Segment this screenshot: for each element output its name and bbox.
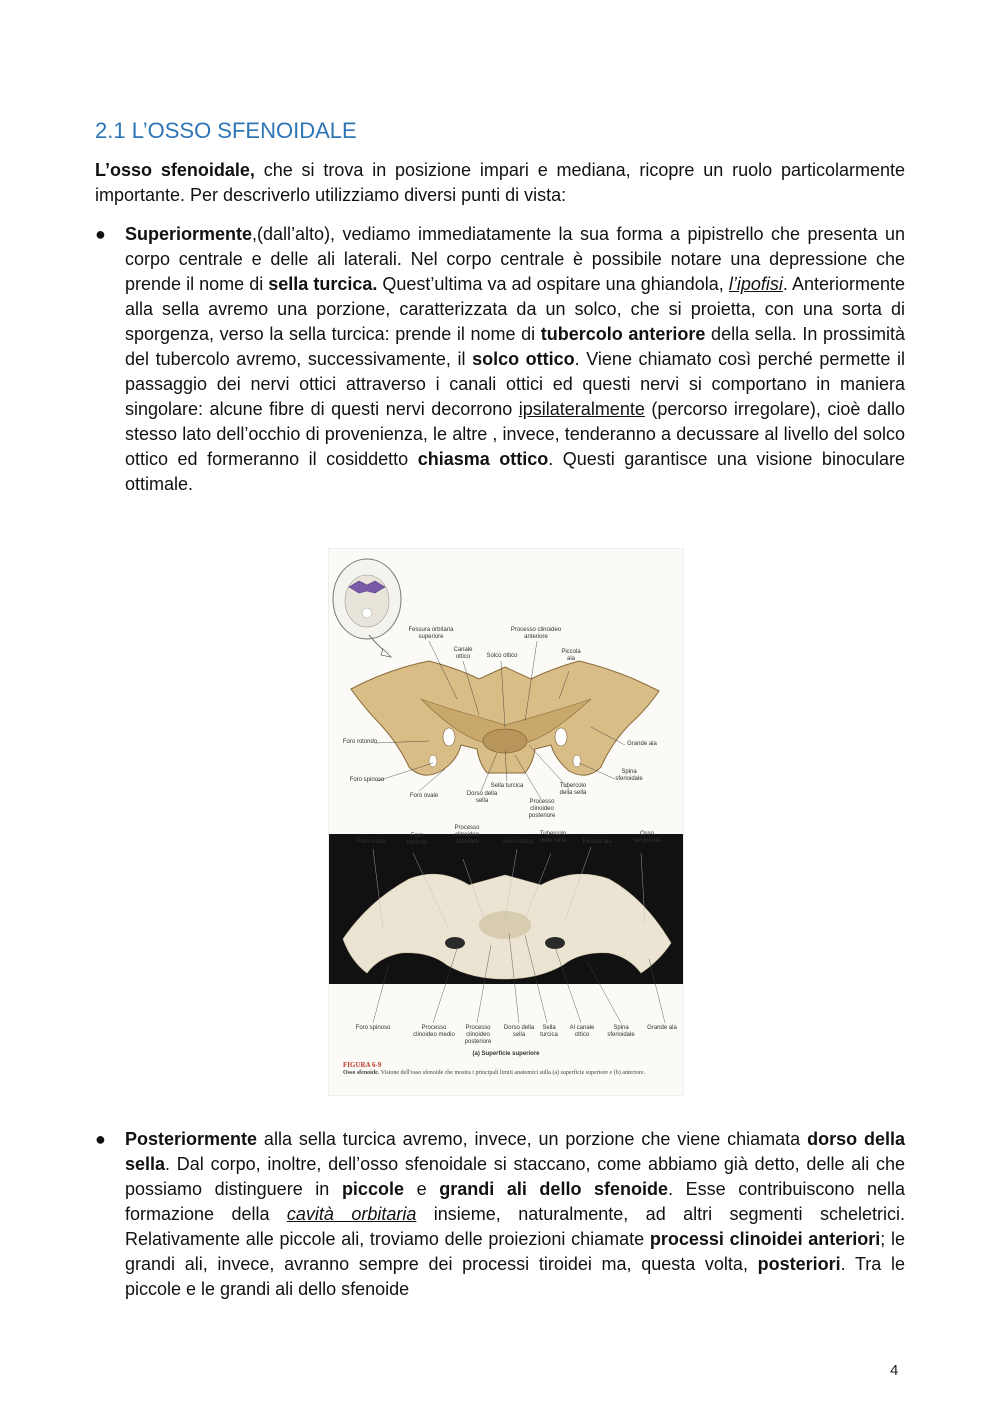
text-span: . Tra le piccole e le grandi ali dello sfenoide: [125, 1254, 905, 1299]
text-span: insieme, naturalmente, ad altri segmenti scheletrici. Relativamente alle piccole ali, troviamo delle proiezioni chiamate: [125, 1204, 905, 1249]
label-foro-spinoso-b: Foro spinoso: [355, 1025, 391, 1031]
term-grandi-ali: grandi ali dello sfenoide: [439, 1179, 669, 1199]
term-posteriormente: Posteriormente: [125, 1129, 258, 1149]
label-tubercolo-sella: Tubercolo della sella: [559, 783, 587, 796]
label-processo-clinoideo-posteriore: Processo clinoideo posteriore: [528, 799, 556, 819]
label-dorso-sella-b: Dorso della sella: [503, 1025, 535, 1038]
label-sella-turcica: Sella turcica: [490, 783, 524, 789]
text-span: . Viene chiamato così perché permette il passaggio dei nervi ottici attraverso i canali ottici ed questi nervi si comportano in maniera singolare: alcune fibre di questi nervi decorrono: [125, 349, 905, 419]
term-tubercolo-anteriore: tubercolo anteriore: [540, 324, 706, 344]
bullet-posteriormente: [95, 1127, 905, 1302]
label-foro-spinoso: Foro spinoso: [349, 777, 385, 783]
bullet-dot: ●: [95, 1129, 106, 1149]
text-span: . Anteriormente alla sella avremo una porzione, caratterizzata da un solco, che si proietta, con una sorta di sporgenza, verso la sella turcica: prende il nome di: [125, 274, 905, 344]
term-cavita-orbitaria: cavità orbitaria: [286, 1204, 417, 1224]
label-spina-sfenoidale: Spina sfenoidale: [615, 769, 643, 782]
sphenoid-figure: [328, 548, 684, 1096]
label-grande-ala: Grande ala: [627, 741, 657, 747]
label-dorso-sella: Dorso della sella: [466, 791, 498, 804]
term-processi-clinoidei-anteriori: processi clinoidei anteriori: [649, 1229, 881, 1249]
text-span: Quest’ultima va ad ospitare una ghiandola,: [377, 274, 729, 294]
label-foro-rotondo-anterior: Foro rotondo: [406, 833, 428, 846]
label-foro-rotondo: Foro rotondo: [342, 739, 378, 745]
label-piccola-ala-b: Piccola ala: [582, 839, 612, 845]
term-sella-turcica: sella turcica.: [268, 274, 378, 294]
bullet-superiormente: [95, 222, 905, 497]
label-foro-ovale: Foro ovale: [409, 793, 439, 799]
intro-text: che si trova in posizione impari e mediana, ricopre un ruolo particolarmente importante. Per descriverlo utilizziamo diversi punti di vista:: [95, 160, 905, 205]
intro-bold: L’osso sfenoidale,: [95, 160, 255, 180]
term-ipofisi: l’ipofisi: [728, 274, 783, 294]
intro-paragraph: [95, 158, 905, 208]
text-span: . Dal corpo, inoltre, dell’osso sfenoidale si staccano, come abbiamo già detto, delle ali che possiamo distinguere in: [125, 1154, 905, 1199]
term-posteriori: posteriori: [757, 1254, 841, 1274]
label-solco-ottico: Solco ottico: [486, 653, 518, 659]
figure-caption-text: [343, 1070, 673, 1077]
text-span: . Esse contribuiscono nella formazione della: [125, 1179, 906, 1224]
label-processo-clinoideo-posteriore-b: Processo clinoideo posteriore: [464, 1025, 492, 1045]
figure-caption-title: FIGURA 6-9: [343, 1061, 382, 1069]
figure-caption-body: Visione dell'osso sfenoide che mostra i principali limiti anatomici sulla (a) superficie superiore e (b) anteriore.: [379, 1070, 646, 1076]
label-processo-clinoideo-medio: Processo clinoideo medio: [413, 1025, 455, 1038]
figure-caption-bold: Osso sfenoide.: [343, 1070, 380, 1076]
label-tubercolo-sella-b: Tubercolo della sella: [539, 831, 567, 844]
label-osso-temporale: Osso temporale: [633, 831, 661, 844]
label-sella-turcica-b: Sella turcica: [540, 1025, 558, 1038]
text-span: ; le grandi ali, invece, avranno sempre dei processi tiroidei ma, questa volta,: [125, 1229, 906, 1274]
text-span: ,(dall’alto), vediamo immediatamente la sua forma a pipistrello che presenta un corpo centrale e delle ali laterali. Nel corpo centrale è possibile notare una depressione che prende il nome di: [125, 224, 905, 294]
label-grande-ala-b: Grande ala: [647, 1025, 677, 1031]
term-dorso-della-sella: dorso della sella: [125, 1129, 905, 1174]
label-solco-ottico-b: Solco ottico: [502, 839, 534, 845]
text-span: della sella. In prossimità del tubercolo avremo, successivamente, il: [125, 324, 905, 369]
term-chiasma-ottico: chiasma ottico: [417, 449, 549, 469]
bone-superior-view: [351, 661, 659, 775]
label-al-canale-ottico: Al canale ottico: [569, 1025, 595, 1038]
figure-subcaption: (a) Superficie superiore: [472, 1051, 540, 1057]
term-piccole: piccole: [341, 1179, 404, 1199]
bullet-text: [125, 222, 905, 497]
term-solco-ottico: solco ottico: [472, 349, 575, 369]
text-span: alla sella turcica avremo, invece, un porzione che viene chiamata: [257, 1129, 808, 1149]
term-superiormente: Superiormente: [125, 224, 253, 244]
label-canale-ottico: Canale ottico: [453, 647, 473, 660]
term-ipsilateralmente: ipsilateralmente: [518, 399, 645, 419]
label-processo-clinoideo-anteriore: Processo clinoideo anteriore: [510, 627, 562, 640]
label-piccola-ala: Piccola ala: [561, 649, 581, 662]
label-fessura-orbitaria: Fessura orbitaria superiore: [408, 627, 454, 640]
label-processo-clinoideo-anteriore-b: Processo clinoideo anteriore: [454, 825, 480, 845]
text-span: e: [403, 1179, 440, 1199]
bullet-dot: ●: [95, 224, 106, 244]
page-number: 4: [890, 1362, 899, 1379]
text-span: (percorso irregolare), cioè dallo stesso lato dell’occhio di provenienza, le altre , invece, tenderanno a decussare al livello del solco ottico ed formeranno il cosiddetto: [125, 399, 905, 469]
label-spina-sfenoidale-b: Spina sfenoidale: [607, 1025, 635, 1038]
skull-icon: [333, 559, 401, 657]
bullet-text: [125, 1127, 905, 1302]
label-foro-ovale-anterior: Foro ovale: [356, 839, 386, 845]
section-heading: 2.1 L’OSSO SFENOIDALE: [95, 118, 357, 143]
text-span: . Questi garantisce una visione binoculare ottimale.: [125, 449, 905, 494]
